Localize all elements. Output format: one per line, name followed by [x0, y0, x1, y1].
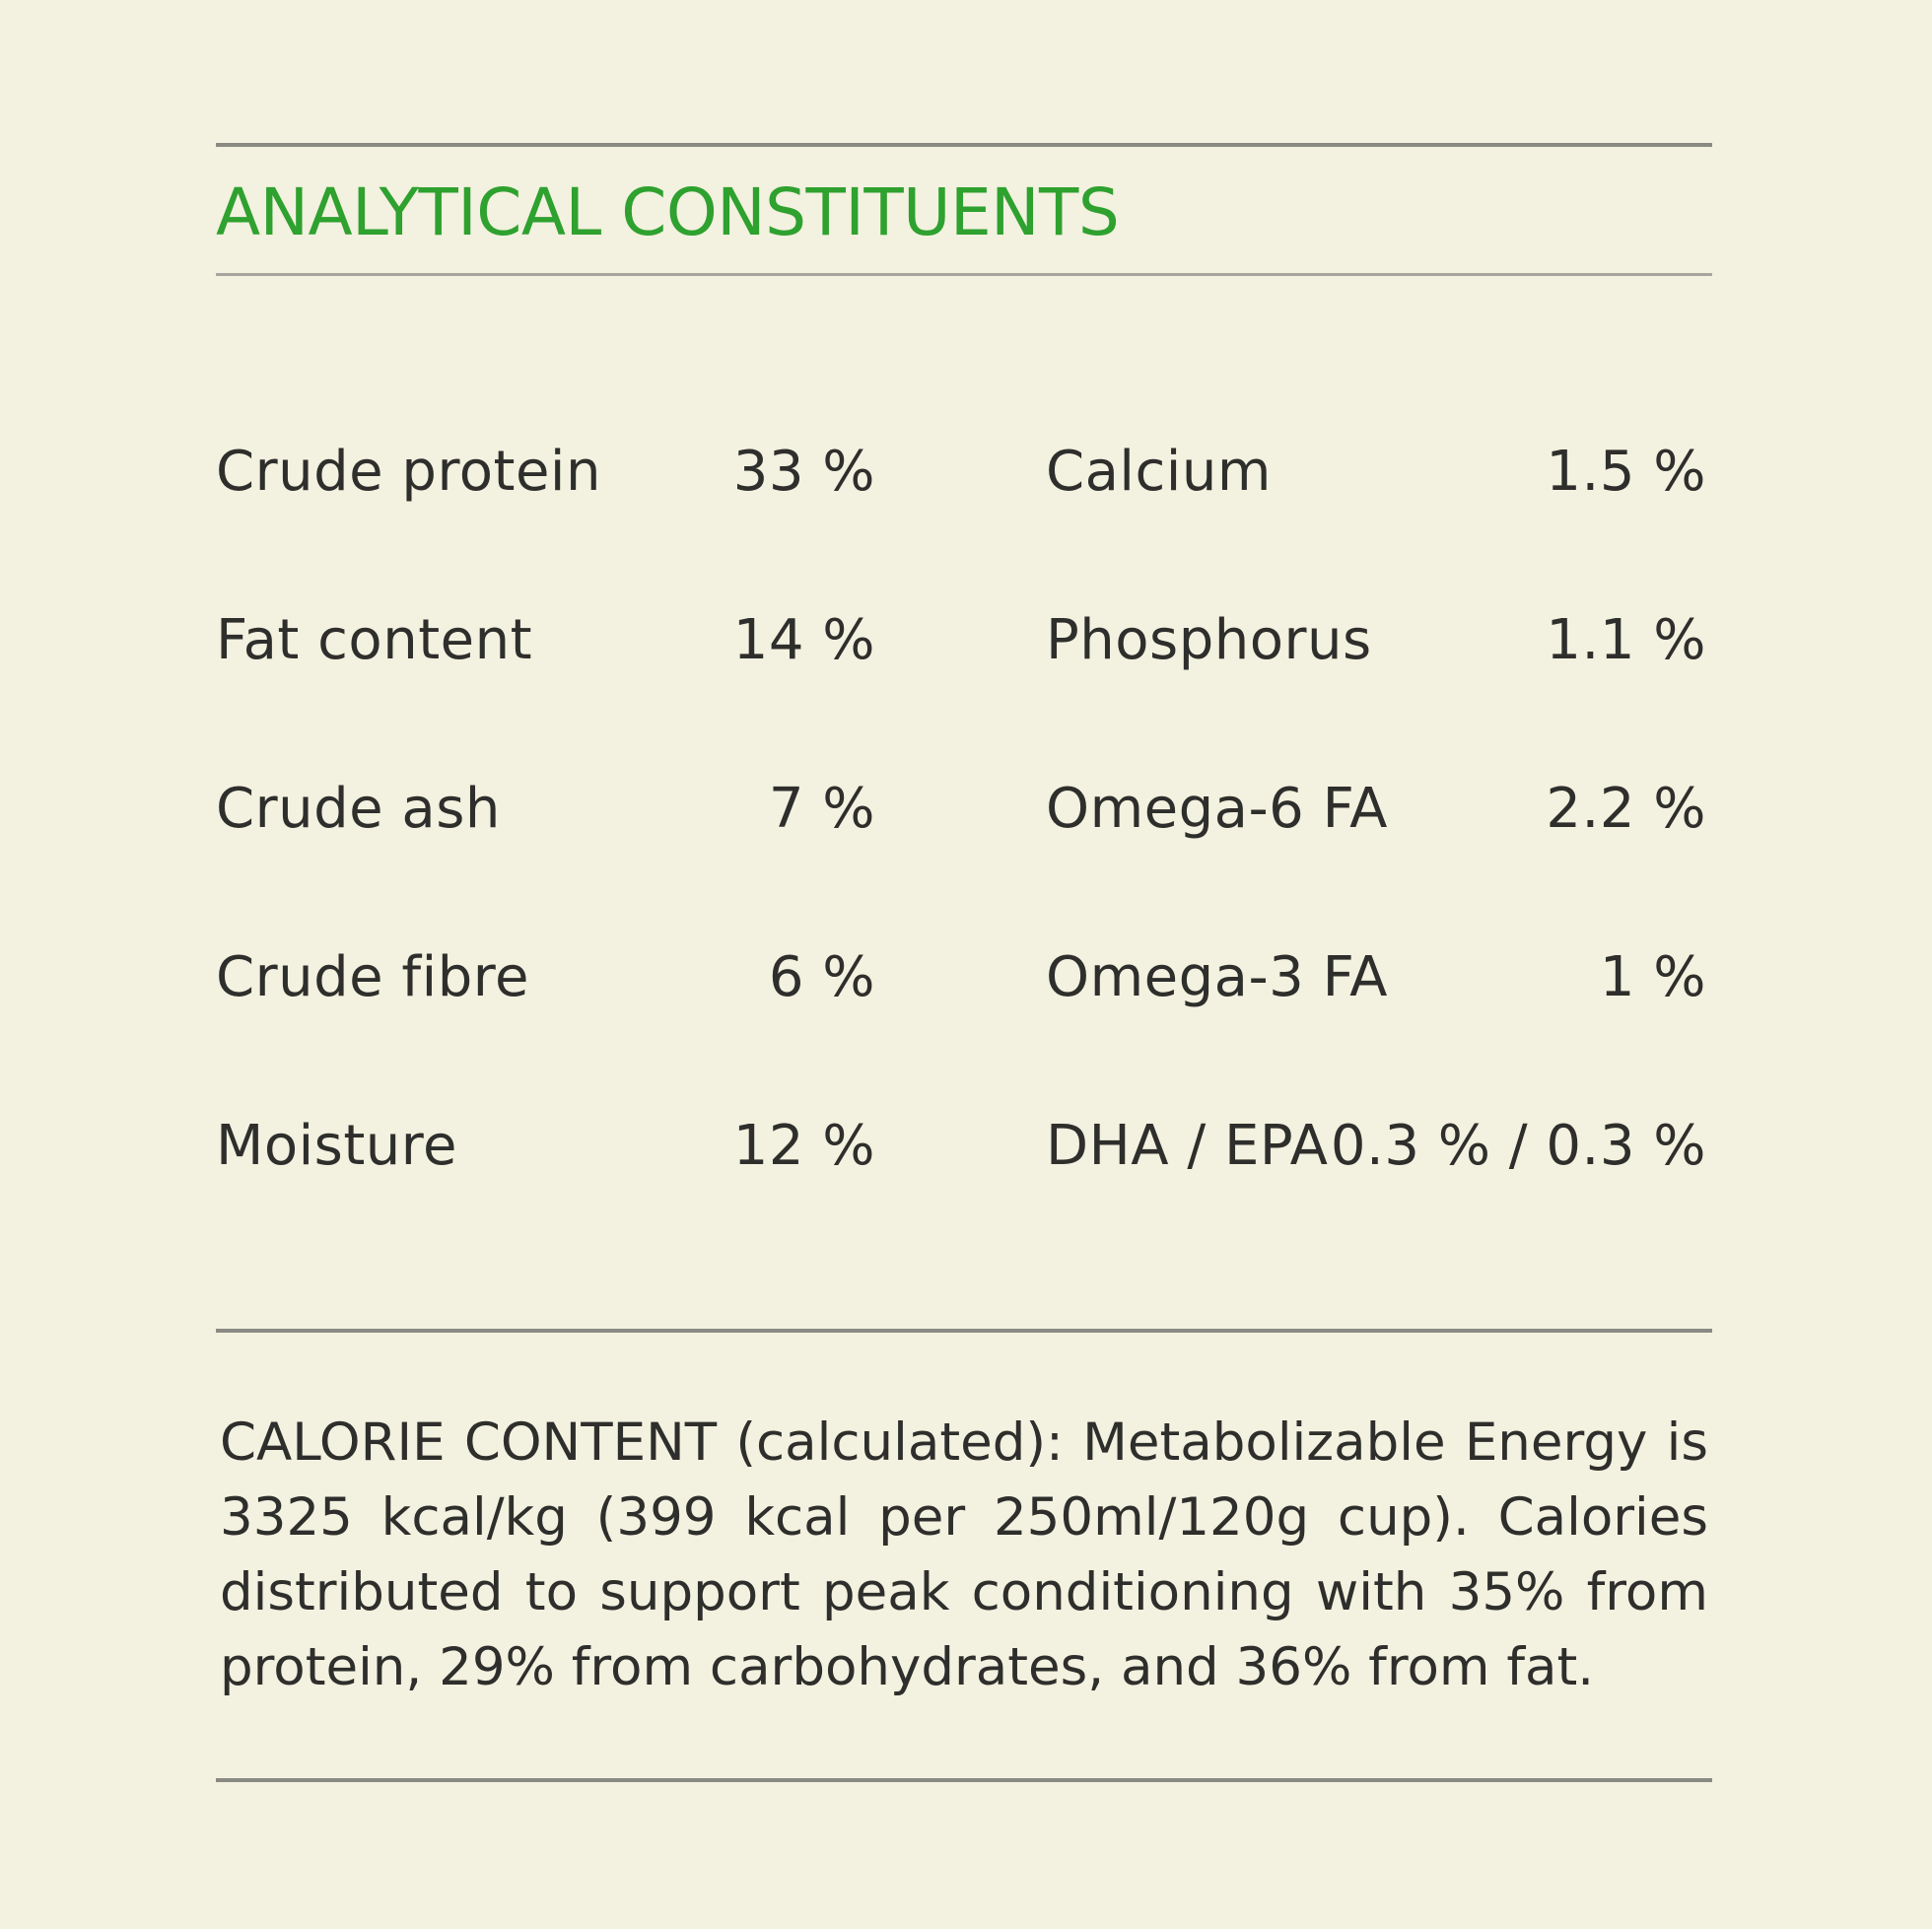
constituent-value: 33 % [732, 440, 875, 504]
constituent-value: 1.1 % [1546, 608, 1706, 672]
constituent-label: Fat content [216, 608, 533, 672]
constituent-label: Omega-6 FA [1046, 777, 1388, 841]
top-rule [216, 143, 1712, 147]
constituent-value: 12 % [732, 1114, 875, 1178]
bottom-rule [216, 1778, 1712, 1782]
constituent-value: 7 % [768, 777, 875, 841]
constituent-label: Calcium [1046, 440, 1272, 504]
calorie-content-paragraph: CALORIE CONTENT (calculated): Metabolizable Energy is 3325 kcal/kg (399 kcal per 250ml/120g cup). Calories distributed to support peak conditioning with 35% from protein, 29% from carbohydrates, and 36% from fat. [220, 1412, 1708, 1697]
constituent-label: Phosphorus [1046, 608, 1372, 672]
constituent-label: Crude protein [216, 440, 601, 504]
section-heading: ANALYTICAL CONSTITUENTS [216, 174, 1120, 250]
constituent-label: Moisture [216, 1114, 458, 1178]
constituent-label: DHA / EPA [1046, 1114, 1329, 1178]
constituent-value: 0.3 % / 0.3 % [1330, 1114, 1706, 1178]
constituent-value: 1 % [1599, 945, 1706, 1009]
constituent-value: 2.2 % [1546, 777, 1706, 841]
constituent-value: 1.5 % [1546, 440, 1706, 504]
constituent-label: Omega-3 FA [1046, 945, 1388, 1009]
calorie-top-rule [216, 1329, 1712, 1333]
constituent-label: Crude ash [216, 777, 501, 841]
heading-underline [216, 273, 1712, 276]
constituent-value: 6 % [768, 945, 875, 1009]
constituent-label: Crude fibre [216, 945, 529, 1009]
constituent-value: 14 % [732, 608, 875, 672]
